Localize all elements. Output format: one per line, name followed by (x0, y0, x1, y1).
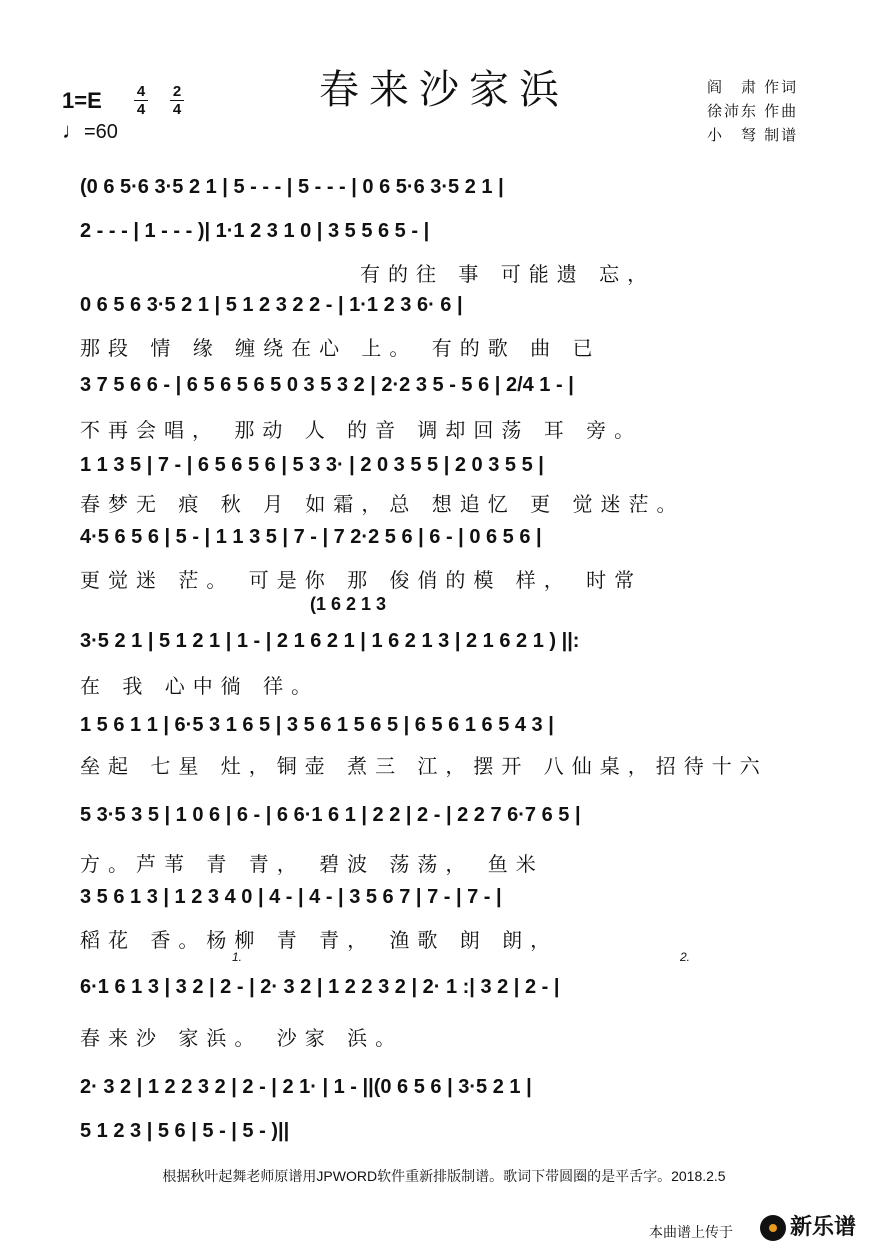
composer: 徐沛东 作曲 (707, 103, 799, 120)
score-row-11 (80, 972, 830, 1006)
lyrics-row-10: 稻花 香。杨柳 青 青， 渔歌 朗 朗， (80, 928, 559, 952)
quarter-note-icon: ♩ (62, 118, 84, 143)
notes-row-6: 4·5 6 5 6 | 5 - | 1 1 3 5 | 7 - | 7 2·2 5 6 | 6 - | 0 6 5 6 | (80, 526, 542, 548)
lyrics-row-7: 在 我 心中徜 徉。 (80, 674, 320, 698)
key-signature: 1=E (62, 88, 102, 113)
score-row-2 (80, 216, 830, 250)
score-row-6 (80, 522, 830, 556)
score-row-6b (310, 590, 888, 624)
notes-row-11: 6·1 6 1 3 | 3 2 | 2 - | 2· 3 2 | 1 2 2 3 2 | 2· 1 :| 3 2 | 2 - | (80, 976, 560, 998)
page-title: 春来沙家浜 (319, 67, 569, 113)
notes-row-3: 0 6 5 6 3·5 2 1 | 5 1 2 3 2 2 - | 1·1 2 3 6· 6 | (80, 294, 463, 316)
notes-row-1: (0 6 5·6 3·5 2 1 | 5 - - - | 5 - - - | 0 6 5·6 3·5 2 1 | (80, 176, 504, 198)
score-row-9 (80, 800, 830, 834)
time-signature-1: 4 4 (134, 84, 148, 117)
site-logo: 新乐谱 (760, 1210, 856, 1241)
score-row-4 (80, 370, 830, 404)
notes-row-5: 1 1 3 5 | 7 - | 6 5 6 5 6 | 5 3 3· | 2 0 3 5 5 | 2 0 3 5 5 | (80, 454, 544, 476)
lyrics-row-2: 有的往 事 可能遗 忘， (360, 262, 656, 286)
notes-row-7: 3·5 2 1 | 5 1 2 1 | 1 - | 2 1 6 2 1 | 1 6 2 1 3 | 2 1 6 2 1 ) ||: (80, 630, 580, 652)
notes-row-9: 5 3·5 3 5 | 1 0 6 | 6 - | 6 6·1 6 1 | 2 2 | 2 - | 2 2 7 6·7 6 5 | (80, 804, 581, 826)
footer-note: 根据秋叶起舞老师原谱用JPWORD软件重新排版制谱。歌词下带圆圈的是平舌字。2018.2.5 (162, 1168, 726, 1184)
transcriber: 小 弩 制谱 (707, 127, 799, 144)
score-row-13 (80, 1116, 830, 1150)
lyrics-row-6: 更觉迷 茫。 可是你 那 俊俏的模 样， 时常 (80, 568, 643, 592)
notes-row-2: 2 - - - | 1 - - - )| 1·1 2 3 1 0 | 3 5 5 6 5 - | (80, 220, 430, 242)
lyrics-row-5: 春梦无 痕 秋 月 如霜，总 想追忆 更 觉迷茫。 (80, 492, 685, 516)
volta-1-label: 1. (232, 950, 243, 964)
record-disc-icon (760, 1215, 786, 1241)
score-row-1 (80, 172, 830, 206)
notes-row-8: 1 5 6 1 1 | 6·5 3 1 6 5 | 3 5 6 1 5 6 5 | 6 5 6 1 6 5 4 3 | (80, 714, 554, 736)
lyricist: 阎 肃 作词 (707, 79, 799, 96)
score-row-12 (80, 1072, 830, 1106)
notes-row-13: 5 1 2 3 | 5 6 | 5 - | 5 - )|| (80, 1120, 290, 1142)
tempo-marking: ♩=60 (62, 118, 118, 143)
score-row-10 (80, 882, 830, 916)
lyrics-row-11: 春来沙 家浜。 沙家 浜。 (80, 1026, 404, 1050)
score-row-5 (80, 450, 830, 484)
notes-row-4: 3 7 5 6 6 - | 6 5 6 5 6 5 0 3 5 3 2 | 2·2 3 5 - 5 6 | 2/4 1 - | (80, 374, 574, 396)
score-row-8 (80, 710, 830, 744)
volta-2-label: 2. (680, 950, 691, 964)
score-row-7 (80, 626, 830, 660)
notes-row-12: 2· 3 2 | 1 2 2 3 2 | 2 - | 2 1· | 1 - ||(0 6 5 6 | 3·5 2 1 | (80, 1076, 532, 1098)
time-signature-2: 2 4 (170, 84, 184, 117)
notes-row-10: 3 5 6 1 3 | 1 2 3 4 0 | 4 - | 4 - | 3 5 6 7 | 7 - | 7 - | (80, 886, 502, 908)
upload-text: 本曲谱上传于 (649, 1224, 733, 1240)
lyrics-row-4: 不再会唱， 那动 人 的音 调却回荡 耳 旁。 (80, 418, 643, 442)
lyrics-row-3: 那段 情 缘 缠绕在心 上。 有的歌 曲 已 (80, 336, 601, 360)
score-row-3 (80, 290, 830, 324)
lyrics-row-9: 方。芦苇 青 青， 碧波 荡荡， 鱼米 (80, 852, 544, 876)
notes-row-6b: (1 6 2 1 3 (310, 594, 387, 614)
lyrics-row-8: 垒起 七星 灶，铜壶 煮三 江，摆开 八仙桌，招待十六 (80, 754, 768, 778)
credits (707, 76, 798, 148)
